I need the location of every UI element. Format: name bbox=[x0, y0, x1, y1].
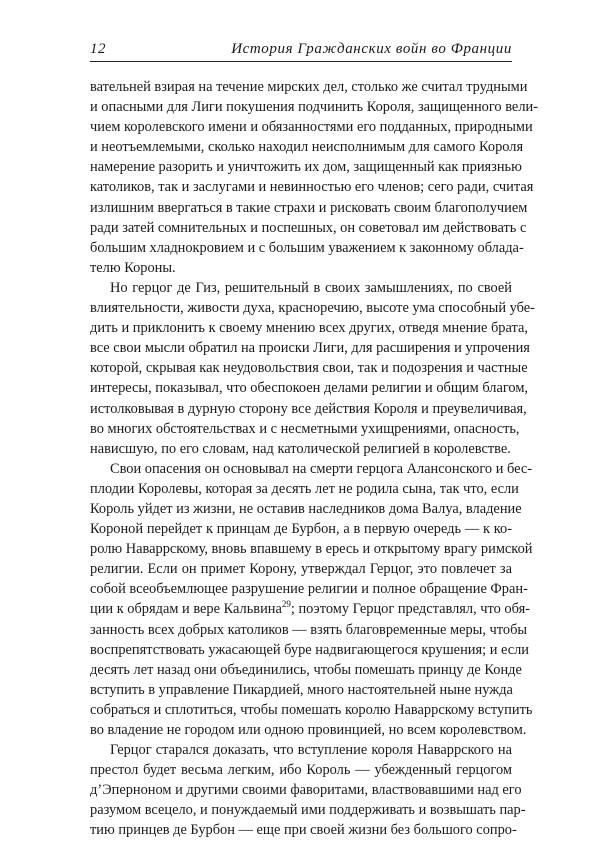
text-line bbox=[90, 539, 533, 559]
text-line-content: во владение не городом или одною провинцией, но всем королевством. bbox=[90, 722, 527, 738]
text-line-content: ролю Наваррскому, вновь впавшему в ересь и открытому врагу римской bbox=[90, 541, 533, 558]
text-line-content: д’Эперноном и другими своими фаворитами, властвовавшими над его bbox=[90, 782, 522, 799]
body-text bbox=[90, 77, 538, 841]
text-line-content: собраться и сплотиться, чтобы помешать королю Наваррскому вступить bbox=[90, 701, 533, 718]
running-title: История Гражданских войн во Франции bbox=[231, 41, 512, 57]
text-line-content: которой, скрывая как неудовольствия свои, так и подозрения и частные bbox=[90, 360, 528, 377]
text-line bbox=[90, 559, 512, 579]
text-line-content: Свои опасения он основывал на смерти герцога Алансонского и бес- bbox=[110, 460, 533, 477]
text-line-content: ради затей сомнительных и поспешных, он советовал им действовать с bbox=[90, 219, 527, 236]
text-line-content: и опасными для Лиги покушения подчинить Короля, защищенного вели- bbox=[90, 99, 538, 116]
text-line bbox=[90, 198, 528, 218]
text-line-content: религии. Если он примет Корону, утверждал Герцог, это повлечет за bbox=[90, 561, 512, 578]
text-line bbox=[90, 278, 512, 298]
text-line bbox=[90, 780, 522, 800]
text-line bbox=[90, 519, 512, 539]
text-line bbox=[90, 599, 530, 619]
text-line bbox=[90, 439, 512, 459]
text-line bbox=[90, 760, 512, 780]
page-number: 12 bbox=[90, 41, 106, 57]
text-line-content: и неотъемлемыми, сколько находил неисполнимым для самого Короля bbox=[90, 139, 524, 156]
text-line-content: плодии Королевы, которая за десять лет не родила сына, так что, если bbox=[90, 480, 519, 497]
text-line bbox=[90, 77, 528, 97]
text-line bbox=[90, 680, 512, 700]
text-line bbox=[90, 620, 528, 640]
text-line-content: разумом всецело, и понуждаемый ими поддерживать и возвышать пар- bbox=[90, 802, 526, 819]
text-line-content: Король уйдет из жизни, не оставив наследников дома Валуа, владение bbox=[90, 500, 522, 517]
text-line-content: нависшую, по его словам, над католической религией в королевстве. bbox=[90, 440, 511, 457]
text-line-content: влиятельности, живости духа, красноречию, высоте ума способный убе- bbox=[90, 300, 535, 317]
text-line bbox=[90, 499, 522, 519]
text-line bbox=[90, 820, 517, 840]
text-line-content: Герцог старался доказать, что вступление короля Наваррского на bbox=[110, 742, 512, 759]
text-line-content: воспрепятствовать ужасающей буре надвигающегося крушения; и если bbox=[90, 641, 530, 658]
text-line-content: чием королевского имени и обязанностями его подданных, природными bbox=[90, 119, 533, 136]
page-header bbox=[90, 39, 512, 62]
text-line bbox=[90, 740, 512, 760]
text-line-content: собой всеобъемлющее разрушение религии и полное обращение Фран- bbox=[90, 581, 528, 598]
text-line-content: католиков, так и заслугами и невинностью его членов; сего ради, считая bbox=[90, 179, 534, 196]
text-line bbox=[90, 660, 522, 680]
text-line-content: дить и приклонить к своему мнению всех других, отведя мнение брата, bbox=[90, 320, 528, 337]
text-line bbox=[90, 378, 529, 398]
text-line-content: десять лет назад они объединились, чтобы помешать принцу де Конде bbox=[90, 661, 522, 678]
text-line bbox=[90, 479, 519, 499]
text-line-content: все свои мысли обратил на происки Лиги, для расширения и упрочения bbox=[90, 340, 530, 357]
text-line bbox=[90, 238, 524, 258]
text-line bbox=[90, 177, 534, 197]
text-line-content: Но герцог де Гиз, решительный в своих замышлениях, по своей bbox=[110, 279, 512, 296]
text-line bbox=[90, 338, 530, 358]
text-line-content: телю Короны. bbox=[90, 259, 176, 276]
text-line bbox=[90, 700, 533, 720]
text-line-content: ции к обрядам и вере Кальвина bbox=[90, 601, 282, 618]
text-line-content: Короной перейдет к принцам де Бурбон, а в первую очередь — к ко- bbox=[90, 521, 512, 538]
text-line-content: тию принцев де Бурбон — еще при своей жизни без большого сопро- bbox=[90, 822, 517, 839]
text-line bbox=[90, 258, 512, 278]
text-line bbox=[90, 419, 520, 439]
text-line bbox=[90, 358, 528, 378]
text-line bbox=[90, 720, 527, 740]
text-line bbox=[90, 218, 527, 238]
footnote-marker[interactable]: 29 bbox=[281, 599, 291, 610]
text-line-content: во многих обстоятельствах и с несметными ухищрениями, опасность, bbox=[90, 420, 520, 437]
text-line-content: истолковывая в дурную сторону все действия Короля и преувеличивая, bbox=[90, 400, 527, 417]
text-line bbox=[90, 137, 524, 157]
text-line-content: вступить в управление Пикардией, много настоятельней ныне нужда bbox=[90, 681, 513, 698]
text-line-content: вательней взирая на течение мирских дел, столько же считал трудными bbox=[90, 79, 528, 95]
text-line bbox=[90, 117, 533, 137]
text-line bbox=[90, 640, 530, 660]
text-line bbox=[90, 97, 538, 117]
text-line-content: излишним ввергаться в такие страхи и рисковать своим благополучием bbox=[90, 199, 528, 216]
text-line-content: занность всех добрых католиков — взять благовременные меры, чтобы bbox=[90, 621, 528, 638]
text-line-content: престол будет весьма легким, ибо Король — убежденный герцогом bbox=[90, 762, 512, 779]
text-line bbox=[90, 298, 535, 318]
text-line bbox=[90, 459, 533, 479]
text-line bbox=[90, 800, 526, 820]
text-line-content: большим хладнокровием и с большим уважением к законному облада- bbox=[90, 239, 524, 256]
text-line-content: интересы, показывал, что обеспокоен делами религии и общим благом, bbox=[90, 380, 529, 397]
text-line-content: намерение разорить и уничтожить их дом, защищенный как приязнью bbox=[90, 159, 522, 176]
text-line bbox=[90, 399, 527, 419]
text-line-continuation: ; поэтому Герцог представлял, что обя- bbox=[290, 601, 530, 618]
text-line bbox=[90, 579, 528, 599]
text-line bbox=[90, 318, 528, 338]
text-line bbox=[90, 157, 522, 177]
